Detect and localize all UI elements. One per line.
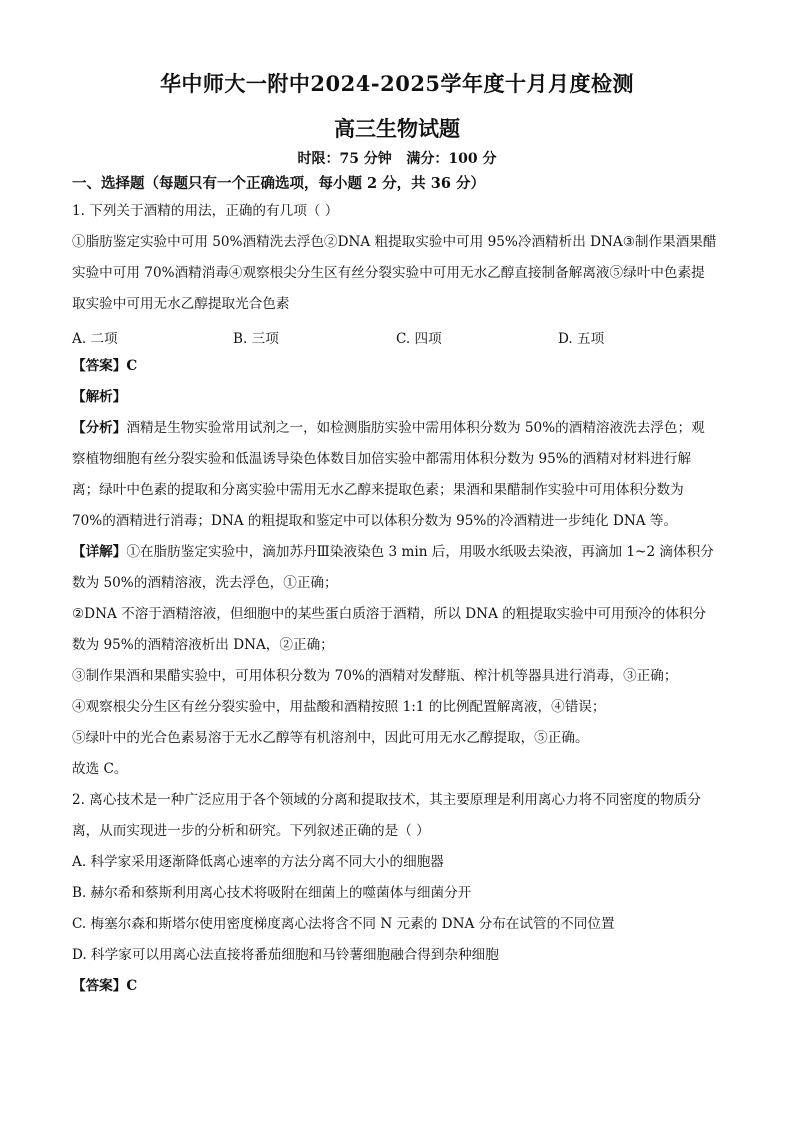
q2-option-b: B. 赫尔希和蔡斯利用离心技术将吸附在细菌上的噬菌体与细菌分开: [72, 885, 472, 901]
q1-xiangjie-text: ①在脂肪鉴定实验中，滴加苏丹Ⅲ染液染色 3 min 后，用吸水纸吸去染液，再滴加 1~2 滴体积分: [126, 544, 714, 560]
q2-option-a: A. 科学家采用逐渐降低离心速率的方法分离不同大小的细胞器: [72, 854, 444, 870]
q1-xiangjie-label: 【详解】: [72, 544, 127, 560]
q2-stem-line: 离，从而实现进一步的分析和研究。下列叙述正确的是（ ）: [72, 823, 430, 839]
q2-option-d: D. 科学家可以用离心法直接将番茄细胞和马铃薯细胞融合得到杂种细胞: [72, 947, 499, 963]
exam-subtitle: 高三生物试题: [334, 116, 460, 141]
q2-stem-line: 2. 离心技术是一种广泛应用于各个领域的分离和提取技术，其主要原理是利用离心力将不同密度的物质分: [72, 792, 702, 808]
q1-xiangjie-line: 数为 95%的酒精溶液析出 DNA，②正确；: [72, 637, 334, 653]
q1-xiangjie-line: 数为 50%的酒精溶液，洗去浮色，①正确；: [72, 575, 338, 591]
q1-body-line: 取实验中可用无水乙醇提取光合色素: [72, 296, 290, 312]
q1-conclusion: 故选 C。: [72, 761, 128, 777]
q1-xiangjie-line: ②DNA 不溶于酒精溶液，但细胞中的某些蛋白质溶于酒精，所以 DNA 的粗提取实验中可用预冷的体积分: [72, 606, 707, 622]
q1-option-b: B. 三项: [233, 331, 279, 347]
q1-body-line: 实验中可用 70%酒精消毒④观察根尖分生区有丝分裂实验中可用无水乙醇直接制备解离液⑤绿叶中色素提: [72, 265, 705, 281]
q1-fenxi-line: 离；绿叶中色素的提取和分离实验中需用无水乙醇来提取色素；果酒和果醋制作实验中可用体积分数为: [72, 482, 684, 498]
q1-body-line: ①脂肪鉴定实验中可用 50%酒精洗去浮色②DNA 粗提取实验中可用 95%冷酒精析出 DNA③制作果酒果醋: [72, 234, 717, 250]
exam-meta: 时限：75 分钟 满分：100 分: [297, 151, 497, 167]
q1-answer: 【答案】C: [72, 358, 138, 374]
q1-stem: 1. 下列关于酒精的用法，正确的有几项（ ）: [72, 203, 339, 219]
q1-xiangjie-line: [72, 544, 714, 560]
q1-xiangjie-line: ③制作果酒和果醋实验中，可用体积分数为 70%的酒精对发酵瓶、榨汁机等器具进行消毒，③正确；: [72, 668, 678, 684]
q1-option-d: D. 五项: [558, 331, 605, 347]
q1-xiangjie-line: ⑤绿叶中的光合色素易溶于无水乙醇等有机溶剂中，因此可用无水乙醇提取，⑤正确。: [72, 730, 589, 746]
q1-fenxi-text: 酒精是生物实验常用试剂之一，如检测脂肪实验中需用体积分数为 50%的酒精溶液洗去浮色；观: [126, 420, 705, 436]
exam-title: 华中师大一附中2024-2025学年度十月月度检测: [159, 71, 635, 96]
q1-option-a: A. 二项: [72, 331, 118, 347]
q1-fenxi-line: 察植物细胞有丝分裂实验和低温诱导染色体数目加倍实验中都需用体积分数为 95%的酒精对材料进行解: [72, 451, 692, 467]
q1-xiangjie-line: ④观察根尖分生区有丝分裂实验中，用盐酸和酒精按照 1:1 的比例配置解离液，④错误；: [72, 699, 606, 715]
q2-answer: 【答案】C: [72, 978, 138, 994]
q1-option-c: C. 四项: [396, 331, 442, 347]
q1-fenxi-label: 【分析】: [72, 420, 127, 436]
q1-analysis-label: 【解析】: [72, 389, 127, 405]
section-title: 一、选择题（每题只有一个正确选项，每小题 2 分，共 36 分）: [72, 175, 485, 192]
q2-option-c: C. 梅塞尔森和斯塔尔使用密度梯度离心法将含不同 N 元素的 DNA 分布在试管的不同位置: [72, 916, 615, 932]
q1-fenxi-line: 70%的酒精进行消毒；DNA 的粗提取和鉴定中可以体积分数为 95%的冷酒精进一步纯化 DNA 等。: [72, 513, 678, 529]
q1-fenxi-line: [72, 420, 705, 436]
